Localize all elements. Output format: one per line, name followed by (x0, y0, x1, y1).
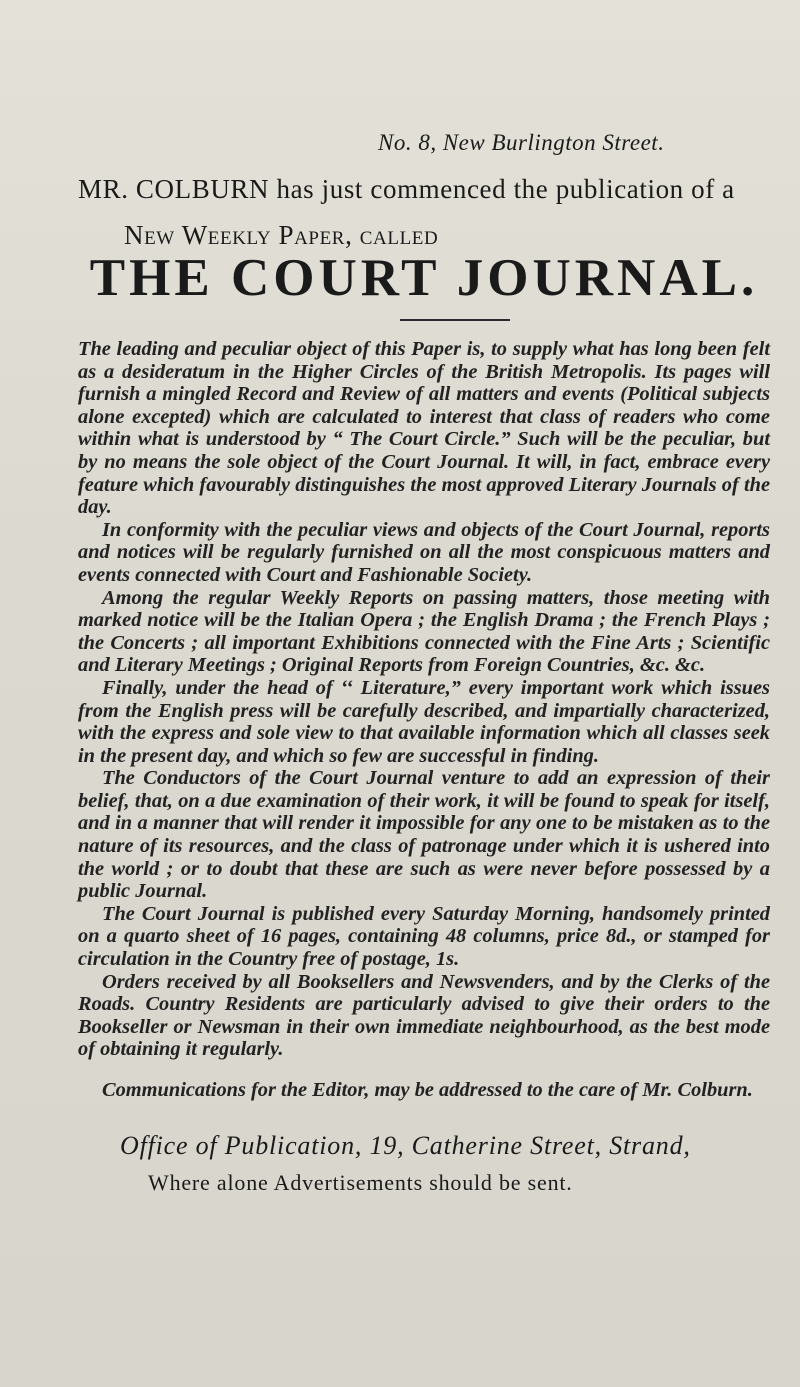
paragraph-communications: Communications for the Editor, may be addressed to the care of Mr. Colburn. (102, 1079, 753, 1101)
title-divider (400, 319, 510, 321)
paragraph-publication: The Court Journal is published every Saturday Morning, handsomely printed on a quarto sheet of 16 pages, containing 48 columns, price 8d., or stamped for circulation in the Country free of postage, 1s. (78, 902, 770, 971)
body-text (78, 338, 770, 1102)
intro-line-1: MR. COLBURN has just commenced the publication of a (78, 174, 735, 204)
paragraph-weekly-reports: Among the regular Weekly Reports on passing matters, those meeting with marked notice will be the Italian Opera ; the English Drama ; the French Plays ; the Concerts ; all important Exhibitions connected with the Fine Arts ; Scientific and Literary Meetings ; Original Reports from Foreign Countries, &c. &c. (78, 586, 770, 677)
paragraph-conductors: The Conductors of the Court Journal venture to add an expression of their belief, that, on a due examination of their work, it will be found to speak for itself, and in a manner that will render it impossible for any one to be mistaken as to the nature of its resources, and the class of patronage under which it is ushered into the world ; or to doubt that these are such as were never before possessed by a public Journal. (78, 767, 770, 903)
paragraph-conformity: In conformity with the peculiar views and objects of the Court Journal, reports and notices will be regularly furnished on all the most conspicuous matters and events connected with Court and Fashionable Society. (78, 518, 770, 586)
page-title: THE COURT JOURNAL. (89, 249, 759, 307)
intro-announcement (78, 166, 770, 258)
advertisements-note: Where alone Advertisements should be sent. (148, 1170, 573, 1195)
paragraph-orders: Orders received by all Booksellers and Newsvenders, and by the Clerks of the Roads. Country Residents are particularly advised to give their orders to the Bookseller or Newsman in their own immediate neighbourhood, as the best mode of obtaining it regularly. (78, 970, 770, 1061)
paragraph-literature: Finally, under the head of ‘‘ Literature,” every important work which issues from the English press will be carefully described, and impartially characterized, with the express and sole view to that available information which all classes seek in the present day, and which so few are successful in finding. (78, 676, 770, 767)
intro-line-2: New Weekly Paper, called (124, 220, 439, 250)
address-line: No. 8, New Burlington Street. (378, 130, 665, 155)
office-of-publication: Office of Publication, 19, Catherine Street, Strand, (120, 1131, 691, 1160)
paragraph-object: The leading and peculiar object of this Paper is, to supply what has long been felt as a desideratum in the Higher Circles of the British Metropolis. Its pages will furnish a mingled Record and Review of all matters and events (Political subjects alone excepted) which are calculated to interest that class of readers who come within what is understood by “ The Court Circle.” Such will be the peculiar, but by no means the sole object of the Court Journal. It will, in fact, embrace every feature which favourably distinguishes the most approved Literary Journals of the day. (78, 338, 770, 519)
